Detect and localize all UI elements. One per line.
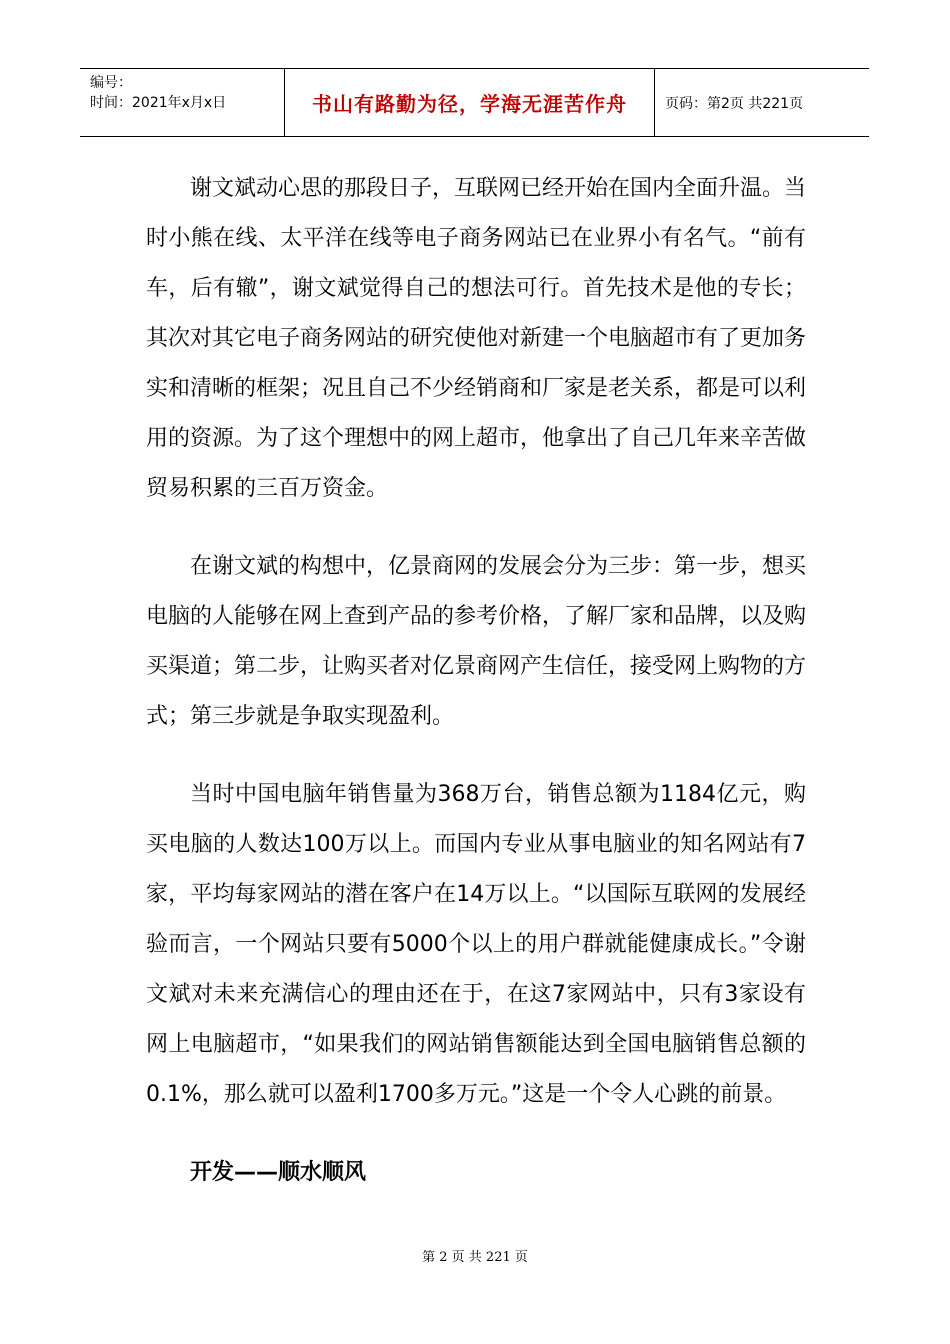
header-page-info-cell bbox=[655, 69, 869, 136]
paragraph-1: 谢文斌动心思的那段日子，互联网已经开始在国内全面升温。当时小熊在线、太平洋在线等电子商务网站已在业界小有名气。“前有车，后有辙”，谢文斌觉得自己的想法可行。首先技术是他的专长；其次对其它电子商务网站的研究使他对新建一个电脑超市有了更加务实和清晰的框架；况且自己不少经销商和厂家是老关系，都是可以利用的资源。为了这个理想中的网上超市，他拿出了自己几年来辛苦做贸易积累的三百万资金。 bbox=[146, 176, 807, 501]
page-header bbox=[80, 68, 869, 137]
page-footer: 第 2 页 共 221 页 bbox=[422, 1250, 528, 1265]
document-body bbox=[146, 164, 806, 1198]
header-motto: 书山有路勤为径，学海无涯苦作舟 bbox=[312, 92, 627, 116]
document-time-label: 时间：2021年x月x日 bbox=[90, 95, 227, 111]
section-heading: 开发——顺水顺风 bbox=[190, 1160, 367, 1185]
document-number-label: 编号： bbox=[90, 75, 132, 91]
header-meta bbox=[80, 69, 285, 136]
paragraph-2: 在谢文斌的构想中，亿景商网的发展会分为三步：第一步，想买电脑的人能够在网上查到产品的参考价格，了解厂家和品牌，以及购买渠道；第二步，让购买者对亿景商网产生信任，接受网上购物的方式；第三步就是争取实现盈利。 bbox=[146, 554, 807, 729]
header-motto-cell bbox=[285, 69, 655, 136]
paragraph-3: 当时中国电脑年销售量为368万台，销售总额为1184亿元，购买电脑的人数达100万以上。而国内专业从事电脑业的知名网站有7家，平均每家网站的潜在客户在14万以上。“以国际互联网的发展经验而言，一个网站只要有5000个以上的用户群就能健康成长。”令谢文斌对未来充满信心的理由还在于，在这7家网站中，只有3家设有网上电脑超市，“如果我们的网站销售额能达到全国电脑销售总额的0.1%，那么就可以盈利1700多万元。”这是一个令人心跳的前景。 bbox=[146, 782, 806, 1107]
header-page-info: 页码：第2页 共221页 bbox=[665, 95, 804, 112]
